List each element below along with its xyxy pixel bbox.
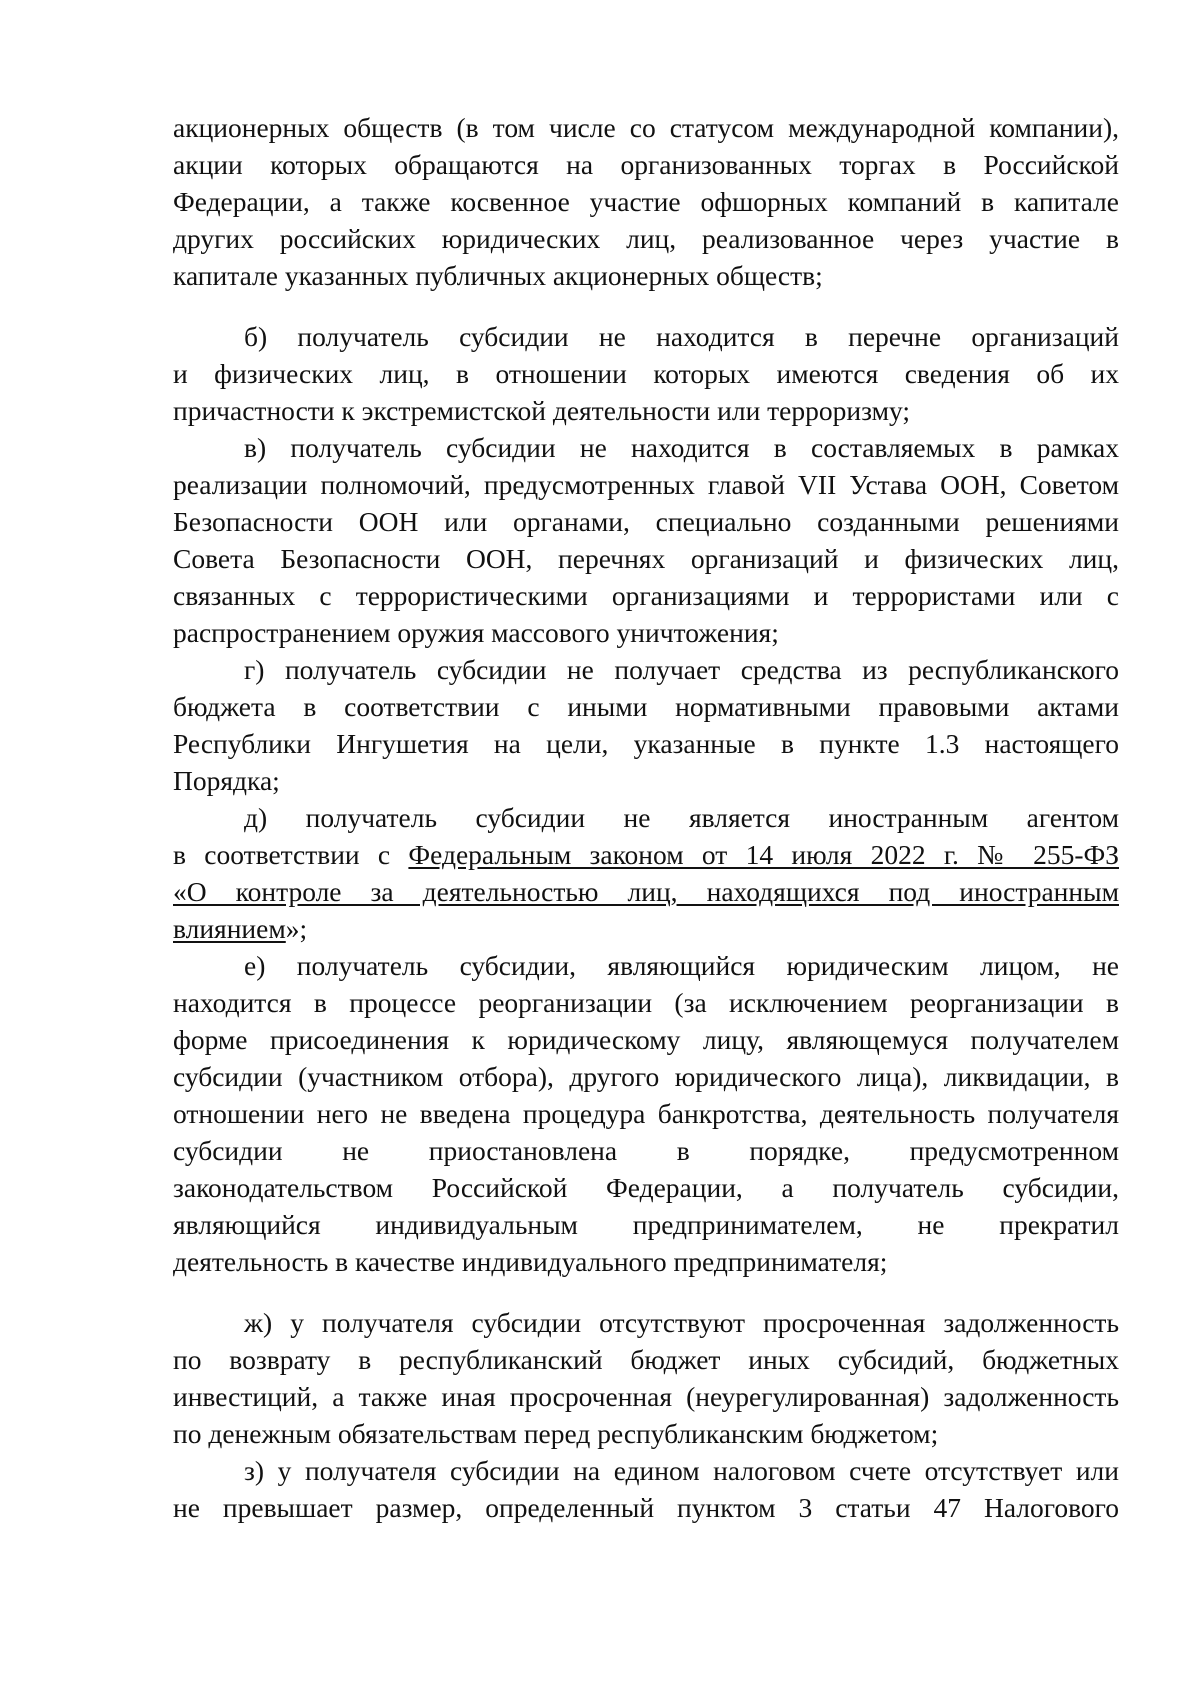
text-line: е) получатель субсидии, являющийся юридическим лицом, не (244, 950, 1119, 981)
law-link[interactable]: Федеральным законом от 14 июля 2022 г. № 255-ФЗ (408, 839, 1119, 870)
text-line: связанных с террористическими организациями и террористами или с (173, 580, 1119, 611)
text-line: Республики Ингушетия на цели, указанные в пункте 1.3 настоящего (173, 728, 1119, 759)
text-line (173, 836, 1119, 873)
text-line: б) получатель субсидии не находится в перечне организаций (244, 321, 1119, 352)
law-link-end[interactable]: влиянием (173, 913, 286, 944)
text-line: г) получатель субсидии не получает средства из республиканского (244, 654, 1119, 685)
text-line: являющийся индивидуальным предпринимателем, не прекратил (173, 1209, 1119, 1240)
text-fragment: в соответствии с (173, 839, 409, 870)
text-line: по возврату в республиканский бюджет иных субсидий, бюджетных (173, 1344, 1119, 1375)
text-line: Безопасности ООН или органами, специально созданными решениями (173, 506, 1119, 537)
text-line: отношении него не введена процедура банкротства, деятельность получателя (173, 1098, 1119, 1129)
text-line: субсидии (участником отбора), другого юридического лица), ликвидации, в (173, 1061, 1119, 1092)
text-line: и физических лиц, в отношении которых имеются сведения об их (173, 358, 1119, 389)
paragraph-g (173, 651, 1119, 799)
document-body (173, 109, 1119, 1526)
text-line: Совета Безопасности ООН, перечнях организаций и физических лиц, (173, 543, 1119, 574)
text-line: акции которых обращаются на организованных торгах в Российской (173, 149, 1119, 180)
text-line: деятельность в качестве индивидуального предпринимателя; (173, 1246, 888, 1277)
text-line: находится в процессе реорганизации (за исключением реорганизации в (173, 987, 1119, 1018)
text-line (173, 910, 1119, 947)
text-line: форме присоединения к юридическому лицу, являющемуся получателем (173, 1024, 1119, 1055)
text-line: Порядка; (173, 765, 280, 796)
text-line: других российских юридических лиц, реализованное через участие в (173, 223, 1119, 254)
text-line: законодательством Российской Федерации, а получатель субсидии, (173, 1172, 1119, 1203)
paragraph-d (173, 799, 1119, 947)
paragraph-gap (173, 1280, 1119, 1304)
text-line: не превышает размер, определенный пунктом 3 статьи 47 Налогового (173, 1492, 1119, 1523)
text-line: по денежным обязательствам перед республиканским бюджетом; (173, 1418, 939, 1449)
paragraph-continuation (173, 109, 1119, 294)
text-line: бюджета в соответствии с иными нормативными правовыми актами (173, 691, 1119, 722)
text-line: з) у получателя субсидии на едином налоговом счете отсутствует или (244, 1455, 1119, 1486)
text-line: в) получатель субсидии не находится в составляемых в рамках (244, 432, 1119, 463)
paragraph-v (173, 429, 1119, 651)
text-line: акционерных обществ (в том числе со статусом международной компании), (173, 112, 1119, 143)
paragraph-e (173, 947, 1119, 1280)
text-line: капитале указанных публичных акционерных обществ; (173, 260, 823, 291)
paragraph-b (173, 318, 1119, 429)
paragraph-zh (173, 1304, 1119, 1452)
paragraph-gap (173, 294, 1119, 318)
text-line: ж) у получателя субсидии отсутствуют просроченная задолженность (244, 1307, 1119, 1338)
text-line: Федерации, а также косвенное участие офшорных компаний в капитале (173, 186, 1119, 217)
text-line: распространением оружия массового уничтожения; (173, 617, 779, 648)
text-line: д) получатель субсидии не является иностранным агентом (244, 802, 1119, 833)
text-line (173, 873, 1119, 910)
text-line: инвестиций, а также иная просроченная (неурегулированная) задолженность (173, 1381, 1119, 1412)
text-fragment: »; (285, 913, 308, 944)
text-line: субсидии не приостановлена в порядке, предусмотренном (173, 1135, 1119, 1166)
law-link-continued[interactable]: «О контроле за деятельностью лиц, находящихся под иностранным (173, 876, 1119, 907)
paragraph-z (173, 1452, 1119, 1526)
text-line: реализации полномочий, предусмотренных главой VII Устава ООН, Советом (173, 469, 1119, 500)
text-line: причастности к экстремистской деятельности или терроризму; (173, 395, 911, 426)
